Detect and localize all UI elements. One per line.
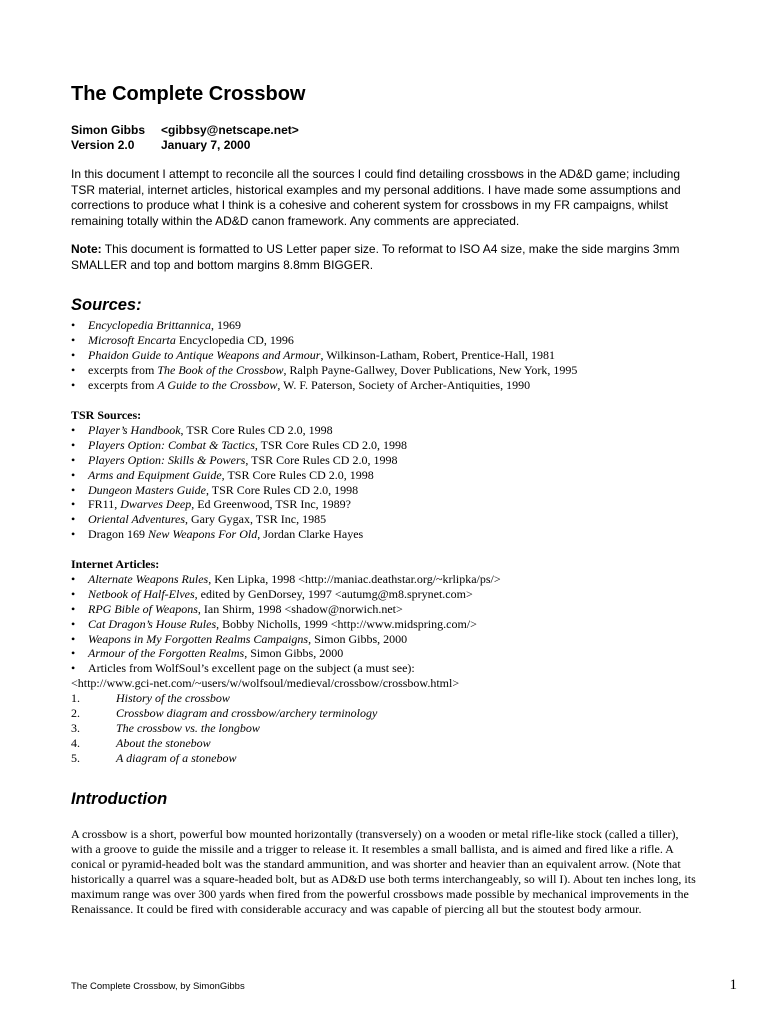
source-title: New Weapons For Old	[148, 527, 258, 542]
source-detail: Encyclopedia CD, 1996	[175, 332, 294, 347]
source-detail: , TSR Core Rules CD 2.0, 1998	[254, 437, 408, 452]
page-footer	[71, 977, 737, 993]
source-detail: , Simon Gibbs, 2000	[308, 631, 408, 646]
item-number: 2.	[71, 706, 80, 721]
source-title: Weapons in My Forgotten Realms Campaigns	[88, 631, 309, 646]
source-detail: , edited by GenDorsey, 1997 <autumg@m8.sprynet.com>	[194, 586, 473, 601]
source-title: Oriental Adventures	[88, 512, 185, 527]
article-title: A diagram of a stonebow	[116, 750, 237, 765]
article-title: The crossbow vs. the longbow	[116, 720, 260, 735]
source-detail: , TSR Core Rules CD 2.0, 1998	[221, 467, 374, 482]
list-item	[71, 497, 701, 512]
list-item	[71, 318, 701, 333]
sources-heading: Sources:	[71, 296, 142, 314]
source-detail: excerpts from	[88, 362, 158, 377]
item-number: 4.	[71, 735, 80, 750]
internet-heading: Internet Articles:	[71, 557, 160, 571]
list-item	[71, 363, 701, 378]
list-item	[71, 646, 701, 661]
list-item	[71, 378, 701, 393]
tsr-heading: TSR Sources:	[71, 408, 142, 422]
source-title: A Guide to the Crossbow	[157, 377, 278, 392]
source-title: Players Option: Skills & Powers	[88, 452, 246, 467]
source-detail: , Ian Shirm, 1998 <shadow@norwich.net>	[197, 601, 403, 616]
source-detail: Articles from WolfSoul’s excellent page on the subject (a must see):	[88, 661, 415, 676]
source-title: Encyclopedia Brittannica	[88, 318, 211, 332]
list-item	[71, 348, 701, 363]
item-number: 3.	[71, 720, 80, 735]
document-date: January 7, 2000	[161, 138, 251, 152]
article-title: Crossbow diagram and crossbow/archery terminology	[116, 706, 378, 721]
source-title: Cat Dragon’s House Rules	[88, 616, 217, 631]
list-item	[71, 438, 701, 453]
tsr-section	[71, 408, 701, 542]
source-detail: , Jordan Clarke Hayes	[257, 527, 364, 542]
item-number: 5.	[71, 750, 80, 765]
intro-paragraph: In this document I attempt to reconcile all the sources I could find detailing crossbows in the AD&D game; including TSR material, internet articles, historical examples and my personal additions. I have made some assumptions and corrections to produce what I think is a cohesive and coherent system for crossbows in my FR campaigns, whilst remaining totally within the AD&D canon framework. Any comments are appreciated.	[71, 167, 681, 228]
list-item	[71, 483, 701, 498]
source-title: Arms and Equipment Guide	[88, 467, 222, 482]
author-name: Simon Gibbs	[71, 123, 146, 137]
source-detail: , TSR Core Rules CD 2.0, 1998	[245, 452, 398, 467]
author-email: <gibbsy@netscape.net>	[161, 123, 299, 137]
footer-text: The Complete Crossbow, by SimonGibbs	[71, 981, 245, 992]
internet-section	[71, 557, 701, 766]
source-title: Dwarves Deep	[120, 497, 192, 512]
note-paragraph	[71, 242, 701, 273]
list-item	[71, 602, 701, 617]
source-detail: , Simon Gibbs, 2000	[244, 646, 344, 661]
internet-list	[71, 572, 701, 676]
list-item	[71, 661, 701, 676]
source-detail: , TSR Core Rules CD 2.0, 1998	[205, 482, 359, 497]
list-item	[71, 453, 701, 468]
numbered-item[interactable]	[71, 751, 701, 766]
source-detail: Dragon 169	[88, 527, 148, 542]
version-row	[71, 138, 299, 153]
author-block	[71, 123, 299, 153]
note-text: This document is formatted to US Letter paper size. To reformat to ISO A4 size, make the side margins 3mm SMALLER and top and bottom margins 8.8mm BIGGER.	[71, 242, 680, 272]
list-item	[71, 587, 701, 602]
source-title: RPG Bible of Weapons	[88, 601, 198, 616]
source-detail: , Ralph Payne-Gallwey, Dover Publications, New York, 1995	[283, 362, 578, 377]
document-title: The Complete Crossbow	[71, 83, 306, 105]
wolfsoul-url[interactable]: <http://www.gci-net.com/~users/w/wolfsoul/medieval/crossbow/crossbow.html>	[71, 676, 460, 691]
source-title: Netbook of Half-Elves	[88, 586, 195, 601]
list-item	[71, 527, 701, 542]
wolfsoul-article-list	[71, 691, 701, 766]
source-detail: FR11,	[88, 497, 121, 512]
list-item	[71, 572, 701, 587]
source-title: Dungeon Masters Guide	[88, 482, 206, 497]
source-title: Alternate Weapons Rules	[88, 571, 209, 586]
article-title: About the stonebow	[116, 735, 211, 750]
source-detail: , Ken Lipka, 1998 <http://maniac.deathstar.org/~krlipka/ps/>	[208, 571, 501, 586]
source-title: Phaidon Guide to Antique Weapons and Armour	[88, 347, 321, 362]
introduction-paragraph: A crossbow is a short, powerful bow mounted horizontally (transversely) on a wooden or metal rifle-like stock (called a tiller), with a groove to guide the missile and a trigger to release it. It resembles a small ballista, and is aimed and fired like a rifle. A conical or pyramid-headed bolt was the standard ammunition, and was shorter and heavier than an equivalent arrow. (Note that historically a quarrel was a square-headed bolt, but as AD&D use both terms interchangeably, so will I). About ten inches long, its maximum range was over 300 yards when fired from the powerful crossbows made possible by mechanical improvements in the Renaissance. It could be fired with considerable accuracy and was capable of piercing all but the stoutest body armour.	[71, 827, 696, 916]
source-detail: , 1969	[210, 318, 241, 332]
article-title: History of the crossbow	[116, 691, 230, 706]
author-row	[71, 123, 299, 138]
sources-section	[71, 318, 701, 393]
numbered-item[interactable]	[71, 721, 701, 736]
sources-list	[71, 318, 701, 393]
source-detail: , TSR Core Rules CD 2.0, 1998	[180, 422, 333, 437]
list-item	[71, 423, 701, 438]
source-detail: , W. F. Paterson, Society of Archer-Antiquities, 1990	[277, 377, 531, 392]
list-item	[71, 512, 701, 527]
introduction-heading: Introduction	[71, 790, 168, 808]
source-detail: excerpts from	[88, 377, 158, 392]
source-title: Microsoft Encarta	[88, 332, 176, 347]
numbered-item[interactable]	[71, 691, 701, 706]
source-detail: , Gary Gygax, TSR Inc, 1985	[184, 512, 327, 527]
list-item	[71, 632, 701, 647]
document-page	[71, 0, 737, 1024]
note-label: Note:	[71, 242, 102, 256]
source-title: Players Option: Combat & Tactics	[88, 437, 255, 452]
page-number: 1	[729, 977, 737, 993]
source-detail: , Ed Greenwood, TSR Inc, 1989?	[191, 497, 351, 512]
source-title: The Book of the Crossbow	[157, 362, 284, 377]
version-label: Version 2.0	[71, 138, 135, 152]
list-item	[71, 468, 701, 483]
tsr-list	[71, 423, 701, 542]
list-item	[71, 617, 701, 632]
source-detail: , Bobby Nicholls, 1999 <http://www.midspring.com/>	[216, 616, 477, 631]
source-title: Armour of the Forgotten Realms	[88, 646, 245, 661]
numbered-item[interactable]	[71, 706, 701, 721]
numbered-item[interactable]	[71, 736, 701, 751]
item-number: 1.	[71, 691, 80, 706]
source-title: Player’s Handbook	[88, 422, 181, 437]
source-detail: , Wilkinson-Latham, Robert, Prentice-Hall, 1981	[320, 347, 556, 362]
list-item	[71, 333, 701, 348]
